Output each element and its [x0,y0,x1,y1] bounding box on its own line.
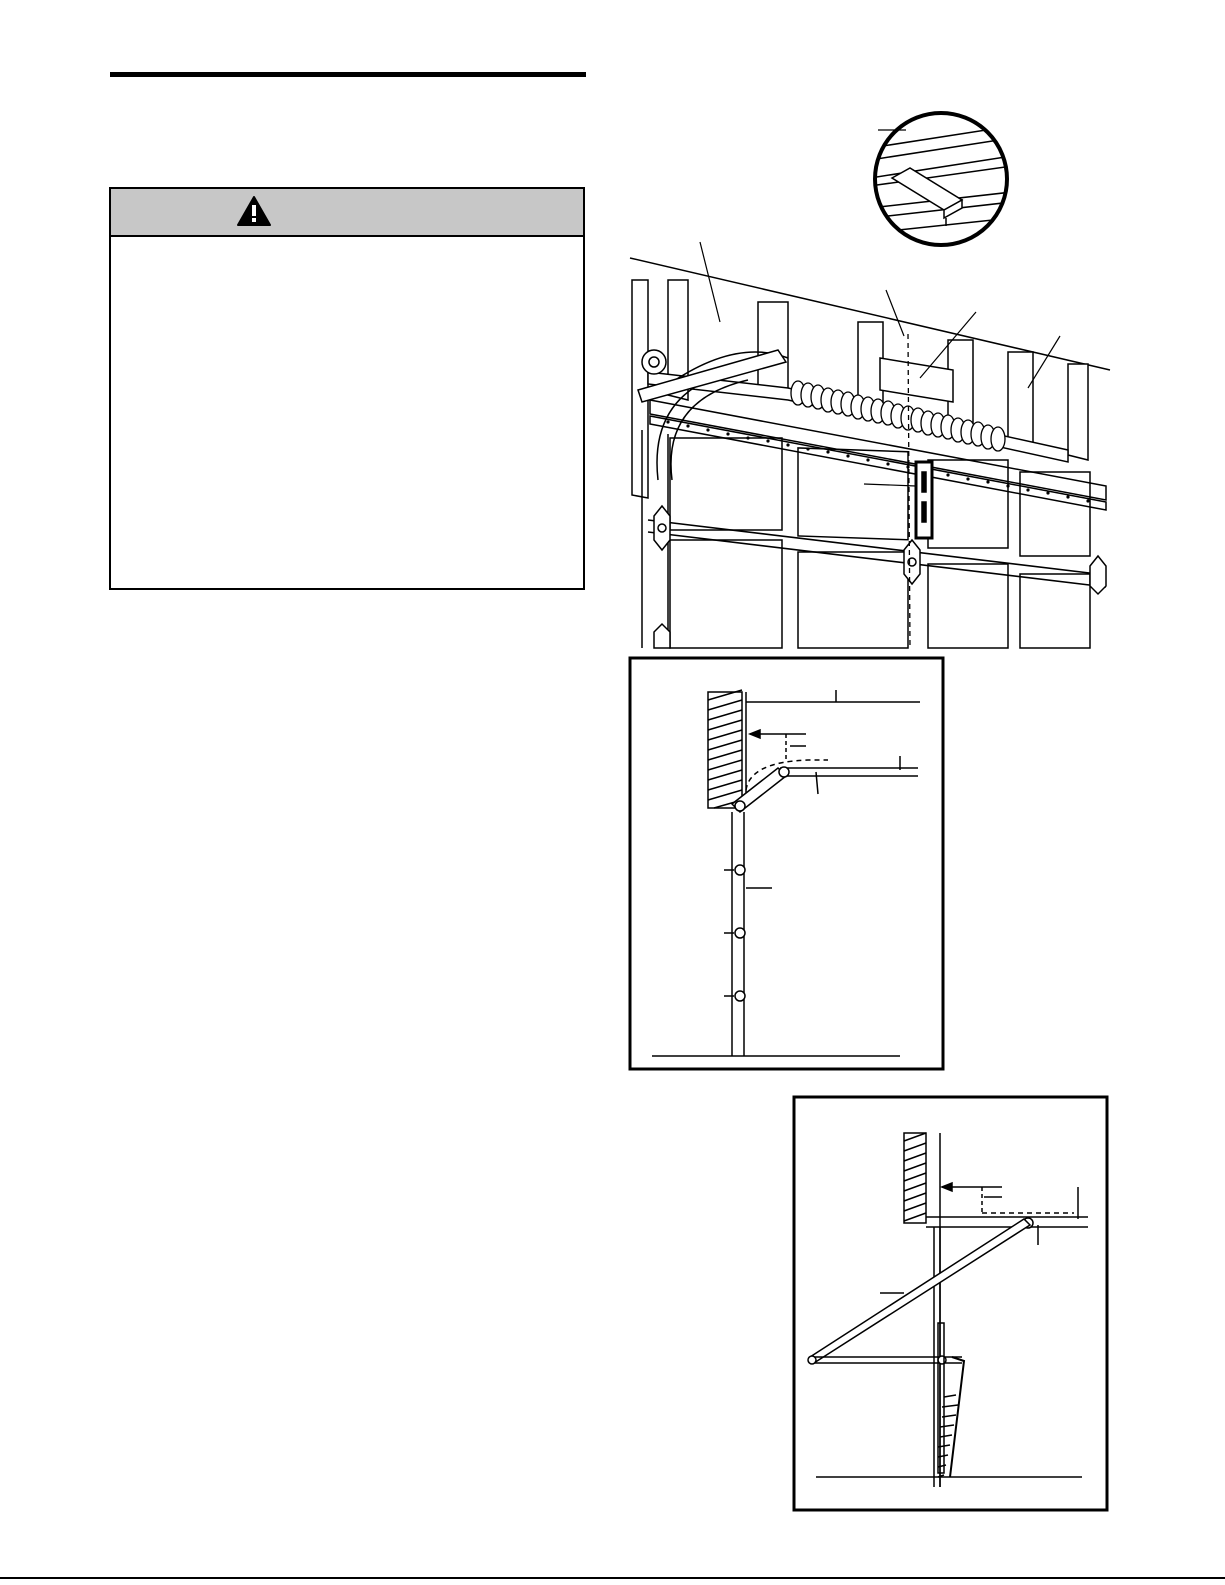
section-heading-rule [110,72,586,77]
header-wall-figure [628,240,1113,650]
sectional-door-side-view-figure [628,656,946,1074]
warning-box [109,187,585,590]
one-piece-door-side-view-figure [792,1095,1110,1515]
page-footer-rule [0,1577,1225,1579]
warning-body [111,237,583,265]
header-detail-circle-figure [870,108,1012,250]
warning-triangle-icon [236,195,272,227]
warning-header [111,189,583,237]
